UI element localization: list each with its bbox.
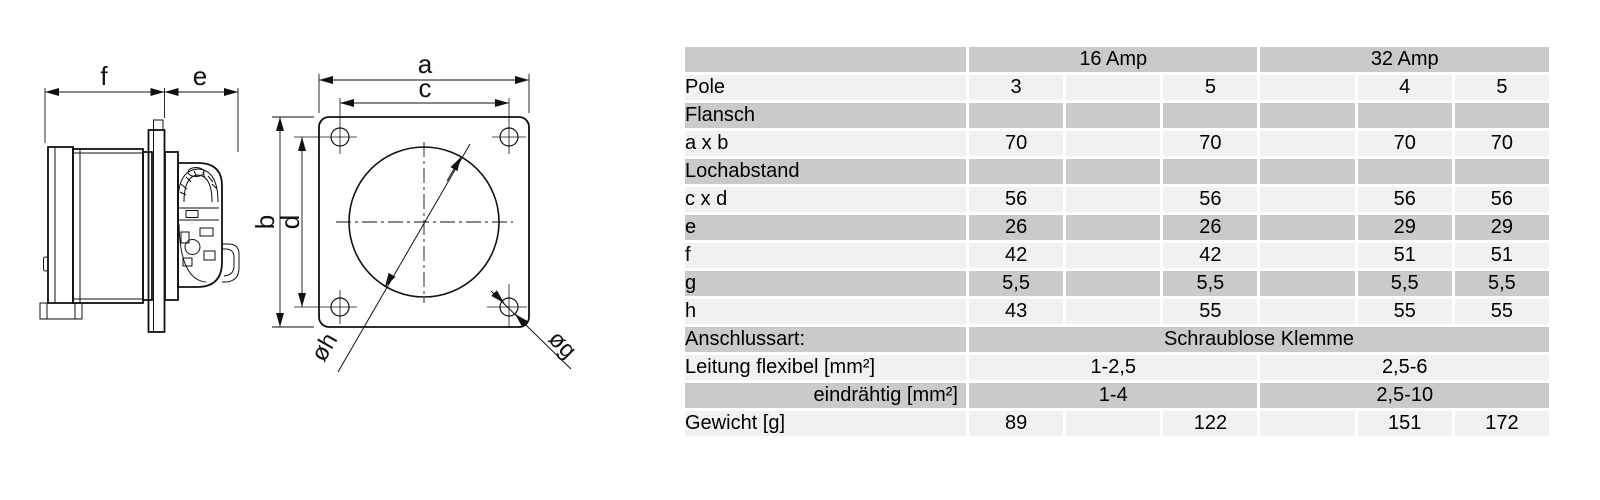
row-label: eindrähtig [mm²] — [685, 383, 966, 408]
table-cell: 122 — [1163, 411, 1257, 436]
spec-table — [682, 44, 1552, 439]
table-cell — [1163, 159, 1257, 184]
table-cell — [1260, 243, 1354, 268]
table-cell: 151 — [1358, 411, 1452, 436]
row-label: Lochabstand — [685, 159, 966, 184]
table-cell: 56 — [969, 187, 1063, 212]
table-cell — [1358, 103, 1452, 128]
table-cell: 32 Amp — [1260, 47, 1549, 72]
mounting-flange — [149, 130, 165, 332]
table-row — [685, 103, 1549, 128]
table-cell: 29 — [1455, 215, 1549, 240]
table-cell — [1260, 299, 1354, 324]
table-cell — [1260, 187, 1354, 212]
table-cell: 5 — [1163, 75, 1257, 100]
table-cell: 26 — [969, 215, 1063, 240]
table-cell: 43 — [969, 299, 1063, 324]
table-cell — [1066, 187, 1160, 212]
table-row — [685, 271, 1549, 296]
table-cell: 1-4 — [969, 383, 1257, 408]
table-row — [685, 243, 1549, 268]
table-row — [685, 131, 1549, 156]
dim-label-a: a — [417, 49, 433, 79]
table-cell: 5 — [1455, 75, 1549, 100]
row-label: a x b — [685, 131, 966, 156]
row-label: e — [685, 215, 966, 240]
table-cell: 42 — [1163, 243, 1257, 268]
table-cell: 26 — [1163, 215, 1257, 240]
table-cell: 70 — [969, 131, 1063, 156]
dim-line-f-e — [45, 88, 238, 152]
table-cell: 5,5 — [1163, 271, 1257, 296]
dim-label-d: d — [275, 214, 305, 230]
table-cell — [1066, 299, 1160, 324]
table-cell — [1066, 103, 1160, 128]
mounting-foot — [40, 303, 82, 319]
table-row — [685, 75, 1549, 100]
table-cell — [1260, 271, 1354, 296]
table-cell: 5,5 — [969, 271, 1063, 296]
table-cell: 56 — [1455, 187, 1549, 212]
table-cell: 55 — [1163, 299, 1257, 324]
row-label: Anschlussart: — [685, 327, 966, 352]
table-row — [685, 159, 1549, 184]
table-cell: 5,5 — [1455, 271, 1549, 296]
table-cell: 172 — [1455, 411, 1549, 436]
row-label: g — [685, 271, 966, 296]
table-cell — [969, 103, 1063, 128]
table-cell: 42 — [969, 243, 1063, 268]
row-label — [685, 47, 966, 72]
table-cell: 29 — [1358, 215, 1452, 240]
table-row — [685, 215, 1549, 240]
table-cell — [1066, 411, 1160, 436]
table-row — [685, 299, 1549, 324]
table-row — [685, 47, 1549, 72]
table-cell — [1260, 75, 1354, 100]
table-cell: 55 — [1358, 299, 1452, 324]
side-view — [40, 120, 239, 332]
row-label: h — [685, 299, 966, 324]
dia-h-label: øh — [305, 328, 344, 367]
socket-internal-detail — [177, 168, 219, 283]
table-cell: 4 — [1358, 75, 1452, 100]
table-row — [685, 383, 1549, 408]
dim-label-c: c — [418, 73, 432, 103]
table-cell: 55 — [1455, 299, 1549, 324]
table-cell: 2,5-10 — [1260, 383, 1549, 408]
table-cell — [1260, 159, 1354, 184]
table-cell — [1163, 103, 1257, 128]
table-cell: 56 — [1163, 187, 1257, 212]
table-cell: Schraublose Klemme — [969, 327, 1549, 352]
table-cell — [1066, 243, 1160, 268]
table-cell: 70 — [1358, 131, 1452, 156]
table-row — [685, 355, 1549, 380]
table-cell: 3 — [969, 75, 1063, 100]
table-row — [685, 327, 1549, 352]
row-label: Flansch — [685, 103, 966, 128]
row-label: Pole — [685, 75, 966, 100]
table-cell — [1066, 271, 1160, 296]
table-cell: 1-2,5 — [969, 355, 1257, 380]
table-cell — [1260, 103, 1354, 128]
table-cell — [1066, 131, 1160, 156]
dim-label-b: b — [250, 214, 280, 230]
table-cell — [969, 159, 1063, 184]
table-cell: 89 — [969, 411, 1063, 436]
table-row — [685, 411, 1549, 436]
row-label: f — [685, 243, 966, 268]
table-cell: 70 — [1455, 131, 1549, 156]
table-cell — [1066, 75, 1160, 100]
table-cell — [1260, 131, 1354, 156]
table-cell — [1260, 411, 1354, 436]
row-label: Leitung flexibel [mm²] — [685, 355, 966, 380]
table-cell: 56 — [1358, 187, 1452, 212]
table-cell — [1455, 159, 1549, 184]
dim-label-e: e — [192, 61, 208, 91]
table-cell — [1358, 159, 1452, 184]
table-cell: 51 — [1358, 243, 1452, 268]
dia-g-label: øg — [542, 325, 582, 365]
table-row — [685, 187, 1549, 212]
technical-drawing — [0, 0, 670, 500]
table-cell: 70 — [1163, 131, 1257, 156]
table-cell — [1066, 215, 1160, 240]
table-cell — [1260, 215, 1354, 240]
row-label: c x d — [685, 187, 966, 212]
table-cell — [1455, 103, 1549, 128]
table-cell: 51 — [1455, 243, 1549, 268]
table-cell: 5,5 — [1358, 271, 1452, 296]
row-label: Gewicht [g] — [685, 411, 966, 436]
table-cell: 2,5-6 — [1260, 355, 1549, 380]
table-cell: 16 Amp — [969, 47, 1257, 72]
table-cell — [1066, 159, 1160, 184]
dim-label-f: f — [100, 61, 108, 91]
